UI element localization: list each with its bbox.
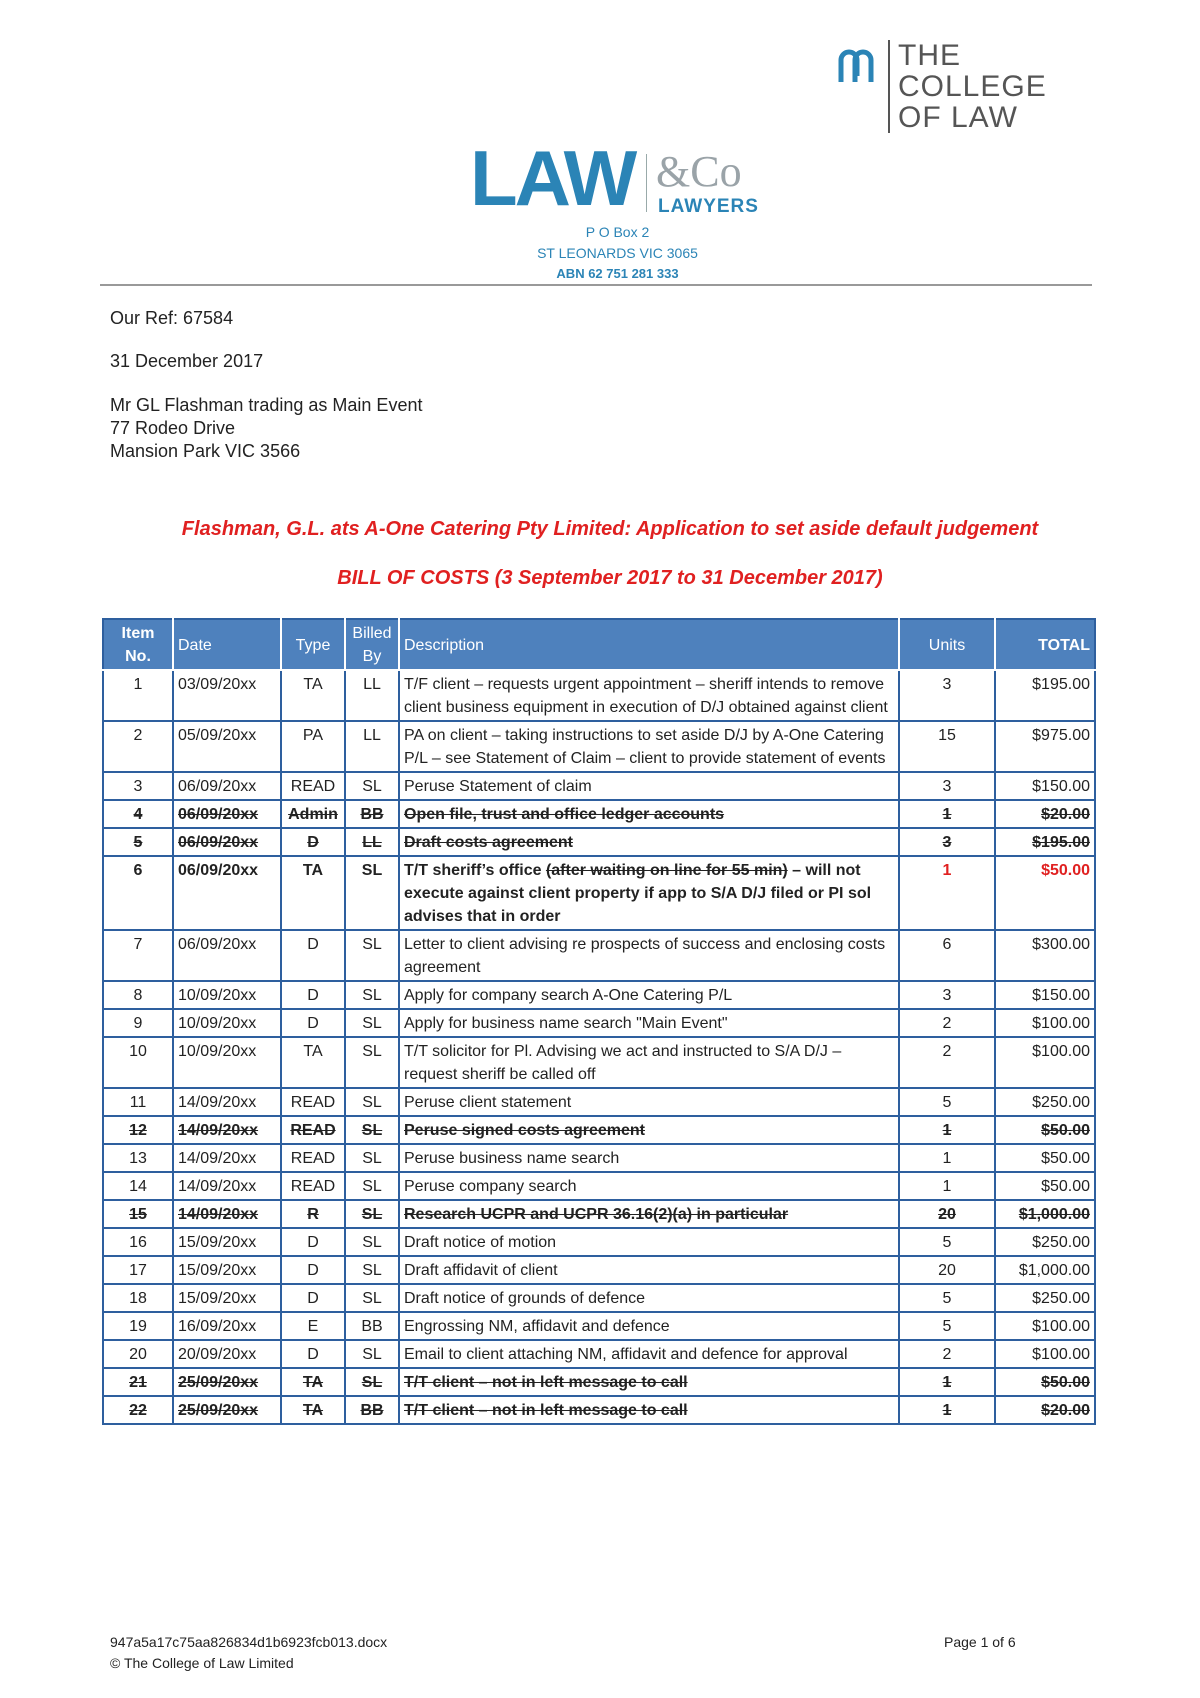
cell-type: READ — [281, 1088, 345, 1116]
table-row — [103, 721, 1095, 772]
table-row — [103, 1088, 1095, 1116]
cell-description: Draft notice of motion — [399, 1228, 899, 1256]
cell-total: $195.00 — [995, 670, 1095, 721]
cell-units: 5 — [899, 1312, 995, 1340]
cell-item-no: 5 — [103, 828, 173, 856]
header-type: Type — [281, 619, 345, 670]
cell-type: R — [281, 1200, 345, 1228]
cell-description: Peruse business name search — [399, 1144, 899, 1172]
cell-item-no: 6 — [103, 856, 173, 930]
cell-type: PA — [281, 721, 345, 772]
cell-description: T/T client – not in left message to call — [399, 1396, 899, 1424]
table-row — [103, 1200, 1095, 1228]
cell-units: 6 — [899, 930, 995, 981]
cell-date: 14/09/20xx — [173, 1144, 281, 1172]
cell-total: $100.00 — [995, 1037, 1095, 1088]
cell-item-no: 9 — [103, 1009, 173, 1037]
firm-abn: ABN 62 751 281 333 — [556, 266, 679, 281]
cell-description — [399, 856, 899, 930]
cell-units: 20 — [899, 1256, 995, 1284]
cell-item-no: 2 — [103, 721, 173, 772]
cell-billed-by: SL — [345, 1368, 399, 1396]
table-row — [103, 981, 1095, 1009]
firm-address-line1: P O Box 2 — [585, 224, 650, 240]
cell-item-no: 21 — [103, 1368, 173, 1396]
cell-date: 06/09/20xx — [173, 930, 281, 981]
cell-type: D — [281, 981, 345, 1009]
header-total: TOTAL — [995, 619, 1095, 670]
description-part: – will not execute against client property if app to S/A D/J filed or PI sol advises that in order — [404, 862, 872, 925]
cell-units: 5 — [899, 1284, 995, 1312]
cell-total: $50.00 — [995, 856, 1095, 930]
cell-item-no: 18 — [103, 1284, 173, 1312]
footer-copyright: © The College of Law Limited — [110, 1655, 294, 1671]
cell-billed-by: SL — [345, 772, 399, 800]
cell-item-no: 3 — [103, 772, 173, 800]
cell-item-no: 4 — [103, 800, 173, 828]
cell-type: READ — [281, 772, 345, 800]
cell-total: $100.00 — [995, 1312, 1095, 1340]
cell-units: 3 — [899, 828, 995, 856]
table-row — [103, 930, 1095, 981]
firm-logo-divider — [646, 154, 647, 212]
cell-item-no: 8 — [103, 981, 173, 1009]
table-row — [103, 1312, 1095, 1340]
cell-total: $975.00 — [995, 721, 1095, 772]
cell-item-no: 13 — [103, 1144, 173, 1172]
cell-description: Engrossing NM, affidavit and defence — [399, 1312, 899, 1340]
cell-units: 2 — [899, 1009, 995, 1037]
cell-units: 3 — [899, 670, 995, 721]
firm-logo-law: LAW — [470, 134, 635, 222]
college-logo-line1: THE COLLEGE — [898, 39, 1047, 103]
cell-units: 3 — [899, 981, 995, 1009]
cell-description: Peruse signed costs agreement — [399, 1116, 899, 1144]
letter-date: 31 December 2017 — [110, 351, 264, 371]
cell-units: 5 — [899, 1088, 995, 1116]
cell-description: T/F client – requests urgent appointment – sheriff intends to remove client business equipment in execution of D/J obtained against client — [399, 670, 899, 721]
cell-item-no: 11 — [103, 1088, 173, 1116]
cell-item-no: 15 — [103, 1200, 173, 1228]
cell-date: 06/09/20xx — [173, 856, 281, 930]
firm-logo-co: &Co — [656, 147, 742, 196]
cell-type: TA — [281, 1037, 345, 1088]
cell-units: 15 — [899, 721, 995, 772]
description-part: T/T sheriff’s office — [404, 862, 546, 879]
cell-date: 10/09/20xx — [173, 1009, 281, 1037]
footer-filename: 947a5a17c75aa826834d1b6923fcb013.docx — [110, 1634, 388, 1650]
cell-description: Research UCPR and UCPR 36.16(2)(a) in particular — [399, 1200, 899, 1228]
firm-address-line2: ST LEONARDS VIC 3065 — [537, 245, 698, 261]
cell-date: 25/09/20xx — [173, 1368, 281, 1396]
cell-total: $250.00 — [995, 1284, 1095, 1312]
table-row — [103, 1172, 1095, 1200]
cell-item-no: 22 — [103, 1396, 173, 1424]
cell-date: 20/09/20xx — [173, 1340, 281, 1368]
cell-units: 3 — [899, 772, 995, 800]
cell-type: D — [281, 828, 345, 856]
matter-title: Flashman, G.L. ats A-One Catering Pty Limited: Application to set aside default judgement — [181, 518, 1039, 540]
cell-description: Email to client attaching NM, affidavit and defence for approval — [399, 1340, 899, 1368]
cell-item-no: 10 — [103, 1037, 173, 1088]
cell-type: TA — [281, 670, 345, 721]
cell-total: $50.00 — [995, 1144, 1095, 1172]
cell-billed-by: SL — [345, 1256, 399, 1284]
cell-billed-by: SL — [345, 981, 399, 1009]
cell-type: READ — [281, 1144, 345, 1172]
cell-description: PA on client – taking instructions to set aside D/J by A-One Catering P/L – see Statement of Claim – client to provide statement of events — [399, 721, 899, 772]
college-logo-line2: OF LAW — [898, 101, 1018, 134]
cell-description: Letter to client advising re prospects of success and enclosing costs agreement — [399, 930, 899, 981]
cell-total: $250.00 — [995, 1088, 1095, 1116]
cell-total: $300.00 — [995, 930, 1095, 981]
table-row — [103, 772, 1095, 800]
cell-type: TA — [281, 856, 345, 930]
cell-date: 15/09/20xx — [173, 1256, 281, 1284]
table-row — [103, 1340, 1095, 1368]
firm-logo — [470, 134, 790, 224]
cell-units: 2 — [899, 1340, 995, 1368]
cell-total: $150.00 — [995, 981, 1095, 1009]
table-row — [103, 800, 1095, 828]
table-row — [103, 1144, 1095, 1172]
cell-billed-by: BB — [345, 1312, 399, 1340]
college-logo-mark-icon — [838, 46, 874, 84]
cell-item-no: 19 — [103, 1312, 173, 1340]
cell-type: D — [281, 1284, 345, 1312]
cell-date: 06/09/20xx — [173, 828, 281, 856]
table-row — [103, 1368, 1095, 1396]
cell-billed-by: LL — [345, 828, 399, 856]
recipient-suburb: Mansion Park VIC 3566 — [110, 441, 301, 461]
cell-item-no: 16 — [103, 1228, 173, 1256]
cell-description: Draft costs agreement — [399, 828, 899, 856]
cell-total: $100.00 — [995, 1009, 1095, 1037]
description-part: (after waiting on line for 55 min) — [545, 862, 788, 879]
cell-item-no: 17 — [103, 1256, 173, 1284]
cell-date: 14/09/20xx — [173, 1200, 281, 1228]
header-billed-by: Billed By — [345, 619, 399, 670]
cell-date: 06/09/20xx — [173, 772, 281, 800]
cell-billed-by: SL — [345, 1284, 399, 1312]
cell-total: $100.00 — [995, 1340, 1095, 1368]
cell-type: D — [281, 1340, 345, 1368]
cell-units: 1 — [899, 856, 995, 930]
cell-total: $195.00 — [995, 828, 1095, 856]
cell-type: TA — [281, 1368, 345, 1396]
table-body — [103, 670, 1095, 1424]
cell-billed-by: SL — [345, 1200, 399, 1228]
header-description: Description — [399, 619, 899, 670]
cell-units: 1 — [899, 1368, 995, 1396]
firm-logo-lawyers: LAWYERS — [658, 196, 759, 217]
footer-page-number: Page 1 of 6 — [944, 1634, 1016, 1650]
cell-billed-by: SL — [345, 1088, 399, 1116]
table-header-row — [103, 619, 1095, 670]
cell-total: $50.00 — [995, 1116, 1095, 1144]
cell-description: Apply for business name search "Main Event" — [399, 1009, 899, 1037]
header-divider — [100, 284, 1092, 286]
cell-units: 20 — [899, 1200, 995, 1228]
cell-total: $50.00 — [995, 1172, 1095, 1200]
cell-billed-by: BB — [345, 1396, 399, 1424]
table-row — [103, 856, 1095, 930]
cell-date: 03/09/20xx — [173, 670, 281, 721]
recipient-name: Mr GL Flashman trading as Main Event — [110, 395, 423, 415]
cell-billed-by: SL — [345, 856, 399, 930]
cell-units: 1 — [899, 1144, 995, 1172]
table-row — [103, 1284, 1095, 1312]
cell-description: Peruse client statement — [399, 1088, 899, 1116]
cell-total: $250.00 — [995, 1228, 1095, 1256]
cell-billed-by: SL — [345, 1340, 399, 1368]
cell-item-no: 14 — [103, 1172, 173, 1200]
cell-units: 1 — [899, 1116, 995, 1144]
recipient-street: 77 Rodeo Drive — [110, 418, 236, 438]
header-item-no: Item No. — [103, 619, 173, 670]
college-of-law-logo — [838, 39, 1108, 134]
college-logo-text — [888, 40, 1108, 133]
cell-total: $150.00 — [995, 772, 1095, 800]
table-row — [103, 670, 1095, 721]
table-row — [103, 828, 1095, 856]
table-row — [103, 1256, 1095, 1284]
table-row — [103, 1037, 1095, 1088]
cell-date: 14/09/20xx — [173, 1116, 281, 1144]
cell-total: $1,000.00 — [995, 1200, 1095, 1228]
cell-total: $20.00 — [995, 800, 1095, 828]
cell-description: Peruse company search — [399, 1172, 899, 1200]
cell-date: 10/09/20xx — [173, 1037, 281, 1088]
cell-date: 05/09/20xx — [173, 721, 281, 772]
header-units: Units — [899, 619, 995, 670]
cell-date: 10/09/20xx — [173, 981, 281, 1009]
cell-description: Peruse Statement of claim — [399, 772, 899, 800]
cell-units: 5 — [899, 1228, 995, 1256]
cell-date: 15/09/20xx — [173, 1284, 281, 1312]
cell-date: 14/09/20xx — [173, 1088, 281, 1116]
cell-type: Admin — [281, 800, 345, 828]
bill-of-costs-table — [102, 618, 1096, 1425]
cell-item-no: 20 — [103, 1340, 173, 1368]
cell-billed-by: BB — [345, 800, 399, 828]
cell-type: READ — [281, 1116, 345, 1144]
cell-description: T/T client – not in left message to call — [399, 1368, 899, 1396]
cell-type: D — [281, 1009, 345, 1037]
cell-date: 14/09/20xx — [173, 1172, 281, 1200]
cell-description: T/T solicitor for Pl. Advising we act and instructed to S/A D/J – request sheriff be called off — [399, 1037, 899, 1088]
cell-date: 15/09/20xx — [173, 1228, 281, 1256]
cell-total: $20.00 — [995, 1396, 1095, 1424]
cell-total: $1,000.00 — [995, 1256, 1095, 1284]
cell-billed-by: SL — [345, 1009, 399, 1037]
header-date: Date — [173, 619, 281, 670]
cell-billed-by: SL — [345, 1144, 399, 1172]
cell-item-no: 1 — [103, 670, 173, 721]
cell-billed-by: SL — [345, 1172, 399, 1200]
cell-item-no: 12 — [103, 1116, 173, 1144]
cell-description: Draft notice of grounds of defence — [399, 1284, 899, 1312]
cell-billed-by: LL — [345, 670, 399, 721]
cell-type: TA — [281, 1396, 345, 1424]
cell-billed-by: SL — [345, 1116, 399, 1144]
cell-type: D — [281, 930, 345, 981]
cell-date: 25/09/20xx — [173, 1396, 281, 1424]
cell-type: D — [281, 1228, 345, 1256]
our-ref: Our Ref: 67584 — [110, 308, 234, 328]
cell-billed-by: SL — [345, 930, 399, 981]
cell-units: 1 — [899, 800, 995, 828]
table-row — [103, 1396, 1095, 1424]
cell-units: 2 — [899, 1037, 995, 1088]
cell-billed-by: SL — [345, 1228, 399, 1256]
table-row — [103, 1116, 1095, 1144]
cell-units: 1 — [899, 1172, 995, 1200]
bill-subtitle: BILL OF COSTS (3 September 2017 to 31 December 2017) — [337, 567, 883, 589]
cell-date: 16/09/20xx — [173, 1312, 281, 1340]
cell-billed-by: LL — [345, 721, 399, 772]
cell-type: READ — [281, 1172, 345, 1200]
cell-type: E — [281, 1312, 345, 1340]
table-row — [103, 1228, 1095, 1256]
cell-units: 1 — [899, 1396, 995, 1424]
cell-item-no: 7 — [103, 930, 173, 981]
cell-date: 06/09/20xx — [173, 800, 281, 828]
cell-billed-by: SL — [345, 1037, 399, 1088]
cell-description: Draft affidavit of client — [399, 1256, 899, 1284]
cell-type: D — [281, 1256, 345, 1284]
cell-total: $50.00 — [995, 1368, 1095, 1396]
table-row — [103, 1009, 1095, 1037]
cell-description: Apply for company search A-One Catering P/L — [399, 981, 899, 1009]
cell-description: Open file, trust and office ledger accounts — [399, 800, 899, 828]
